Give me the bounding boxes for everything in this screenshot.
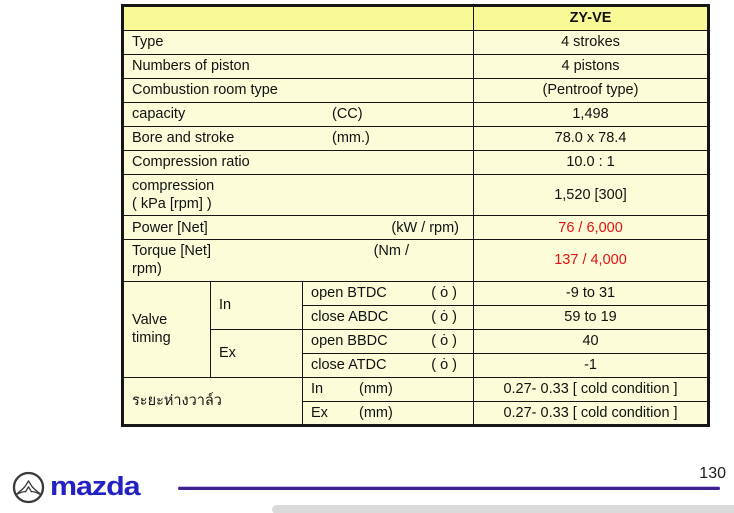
valve-timing-ex-label: Ex <box>211 329 303 377</box>
row-value: 4 strokes <box>474 31 709 55</box>
valve-event-cell <box>303 305 474 329</box>
row-value: -1 <box>474 353 709 377</box>
clearance-cell <box>303 401 474 425</box>
clearance-unit: (mm) <box>359 404 393 421</box>
valve-clearance-group-label: ระยะห่างวาล์ว <box>123 377 303 425</box>
valve-event-cell <box>303 353 474 377</box>
row-unit: (mm.) <box>332 130 370 147</box>
engine-spec-table <box>121 4 710 427</box>
row-label-text: capacity <box>132 106 186 123</box>
header-empty-cell <box>123 6 474 31</box>
valve-clearance-row-in <box>123 377 709 401</box>
row-label: Compression ratio <box>123 151 474 175</box>
table-header-row <box>123 6 709 31</box>
row-value: 78.0 x 78.4 <box>474 127 709 151</box>
row-value: 59 to 19 <box>474 305 709 329</box>
table-row-pistons <box>123 55 709 79</box>
valve-event-unit: ( ȯ ) <box>431 332 458 349</box>
mazda-emblem-icon <box>12 471 45 504</box>
valve-timing-in-label: In <box>211 281 303 329</box>
row-value: 4 pistons <box>474 55 709 79</box>
row-label-line1: compression <box>132 178 215 194</box>
table-row-combustion <box>123 79 709 103</box>
valve-timing-group-label: Valve timing <box>123 281 211 377</box>
row-value-highlighted: 137 / 4,000 <box>474 240 709 281</box>
valve-event-unit: ( ȯ ) <box>431 284 458 301</box>
row-label <box>123 175 474 216</box>
valve-event-cell <box>303 281 474 305</box>
row-label <box>123 240 474 281</box>
row-value: -9 to 31 <box>474 281 709 305</box>
row-value-highlighted: 76 / 6,000 <box>474 216 709 240</box>
row-label: Type <box>123 31 474 55</box>
valve-event-unit: ( ȯ ) <box>431 308 458 325</box>
engine-model-header: ZY-VE <box>474 6 709 31</box>
clearance-label: Ex <box>311 404 328 421</box>
clearance-unit: (mm) <box>359 380 393 397</box>
table-row-torque <box>123 240 709 281</box>
row-value: 10.0 : 1 <box>474 151 709 175</box>
row-value: 1,498 <box>474 103 709 127</box>
row-value: (Pentroof type) <box>474 79 709 103</box>
table-row-compression <box>123 175 709 216</box>
valve-event-label: close ATDC <box>311 356 387 373</box>
row-label-line2: rpm) <box>132 261 162 278</box>
valve-event-unit: ( ȯ ) <box>431 356 458 373</box>
row-value: 40 <box>474 329 709 353</box>
mazda-wordmark: mazda <box>50 472 140 502</box>
row-label: Numbers of piston <box>123 55 474 79</box>
clearance-label: In <box>311 380 324 397</box>
row-label <box>123 103 474 127</box>
table-row-bore-stroke <box>123 127 709 151</box>
valve-event-cell <box>303 329 474 353</box>
clearance-cell <box>303 377 474 401</box>
valve-timing-row-open-btdc <box>123 281 709 305</box>
row-label-text: Torque [Net] <box>132 243 211 260</box>
row-label-text: Bore and stroke <box>132 130 235 147</box>
row-label <box>123 127 474 151</box>
valve-timing-row-open-bbdc <box>123 329 709 353</box>
row-value: 0.27- 0.33 [ cold condition ] <box>474 377 709 401</box>
row-label-line2: ( kPa [rpm] ) <box>132 196 212 213</box>
valve-event-label: open BTDC <box>311 284 387 301</box>
row-unit: (Nm / <box>373 243 410 260</box>
row-unit: (CC) <box>332 106 363 123</box>
footer-divider-line <box>178 487 720 490</box>
table-row-type <box>123 31 709 55</box>
row-unit: (kW / rpm) <box>391 219 460 236</box>
row-label <box>123 216 474 240</box>
table-row-capacity <box>123 103 709 127</box>
row-value: 0.27- 0.33 [ cold condition ] <box>474 401 709 425</box>
table-row-compression-ratio <box>123 151 709 175</box>
mazda-logo <box>12 471 140 504</box>
row-value: 1,520 [300] <box>474 175 709 216</box>
page-number: 130 <box>699 465 726 482</box>
row-label: Combustion room type <box>123 79 474 103</box>
bottom-taskbar-strip <box>272 505 734 513</box>
row-label-text: Power [Net] <box>132 219 208 236</box>
table-row-power <box>123 216 709 240</box>
valve-event-label: open BBDC <box>311 332 388 349</box>
valve-event-label: close ABDC <box>311 308 389 325</box>
